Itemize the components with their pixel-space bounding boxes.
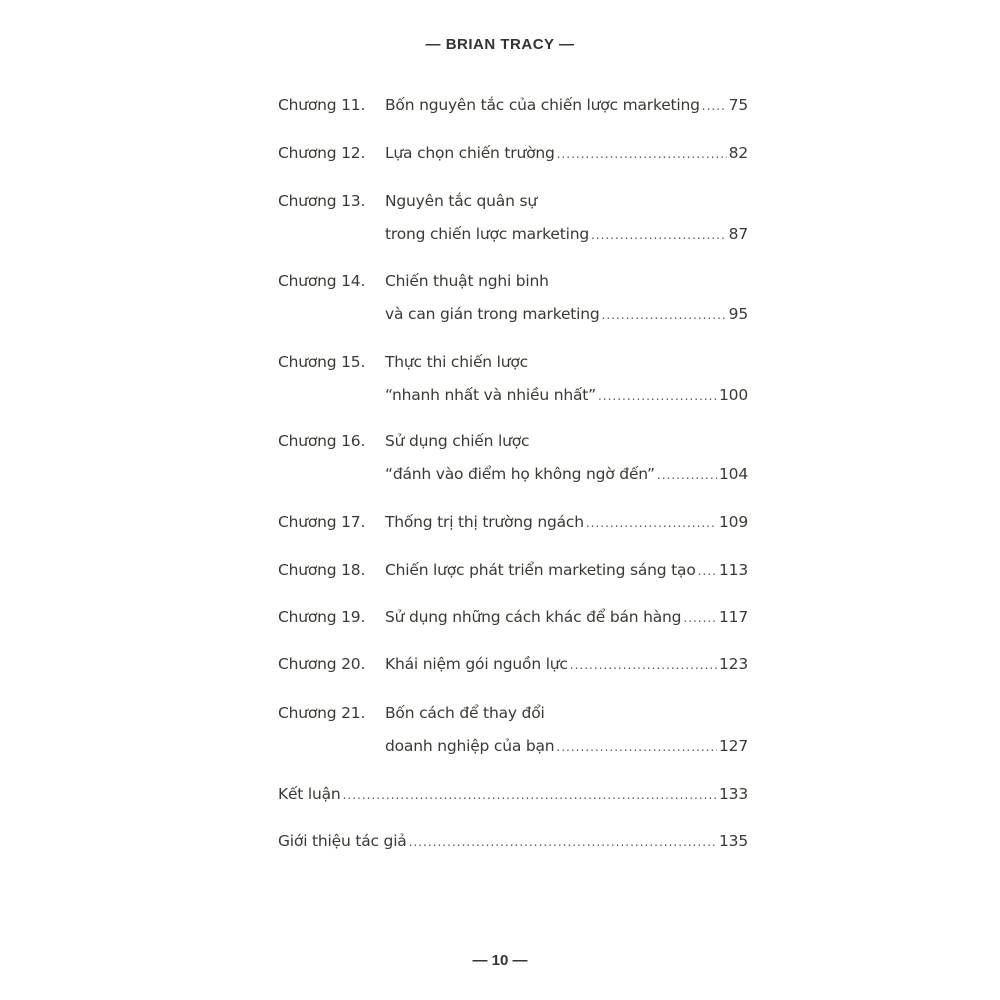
section-title: Giới thiệu tác giả <box>278 832 407 850</box>
leader-dots <box>683 611 717 625</box>
page-number: 100 <box>719 386 748 404</box>
page-number: 75 <box>728 96 748 114</box>
leader-dots <box>343 788 717 802</box>
chapter-label: Chương 11. <box>278 96 366 114</box>
leader-dots <box>570 658 717 672</box>
chapter-title-cont: “nhanh nhất và nhiều nhất” <box>385 386 596 404</box>
chapter-title: Chiến thuật nghi binh <box>385 272 549 290</box>
page-number-footer: — 10 — <box>472 952 528 969</box>
leader-dots <box>657 468 717 482</box>
chapter-title: Khái niệm gói nguồn lực <box>385 655 568 673</box>
chapter-label: Chương 14. <box>278 272 366 290</box>
chapter-label: Chương 12. <box>278 144 366 162</box>
page-number: 123 <box>719 655 748 673</box>
chapter-title: Bốn cách để thay đổi <box>385 704 545 722</box>
chapter-label: Chương 17. <box>278 513 366 531</box>
leader-dots <box>409 835 717 849</box>
leader-dots <box>702 99 727 113</box>
leader-dots <box>556 740 717 754</box>
page-number: 82 <box>728 144 748 162</box>
chapter-label: Chương 19. <box>278 608 366 626</box>
page-number: 133 <box>719 785 748 803</box>
running-head: — BRIAN TRACY — <box>425 36 575 53</box>
chapter-title-cont: “đánh vào điểm họ không ngờ đến” <box>385 465 655 483</box>
page-number: 127 <box>719 737 748 755</box>
chapter-label: Chương 16. <box>278 432 366 450</box>
leader-dots <box>602 308 727 322</box>
chapter-title-cont: doanh nghiệp của bạn <box>385 737 555 755</box>
chapter-title: Nguyên tắc quân sự <box>385 192 537 210</box>
page-number: 113 <box>719 561 748 579</box>
chapter-title: Sử dụng chiến lược <box>385 432 530 450</box>
chapter-label: Chương 15. <box>278 353 366 371</box>
chapter-label: Chương 13. <box>278 192 366 210</box>
section-title: Kết luận <box>278 785 341 803</box>
chapter-label: Chương 18. <box>278 561 366 579</box>
page-number: 117 <box>719 608 748 626</box>
chapter-title: Chiến lược phát triển marketing sáng tạo <box>385 561 696 579</box>
chapter-title: Sử dụng những cách khác để bán hàng <box>385 608 682 626</box>
chapter-label: Chương 20. <box>278 655 366 673</box>
chapter-label: Chương 21. <box>278 704 366 722</box>
chapter-title: Lựa chọn chiến trường <box>385 144 555 162</box>
chapter-title: Thống trị thị trường ngách <box>385 513 584 531</box>
chapter-title-cont: và can gián trong marketing <box>385 305 600 323</box>
leader-dots <box>586 516 717 530</box>
leader-dots <box>591 228 727 242</box>
chapter-title: Thực thi chiến lược <box>385 353 528 371</box>
leader-dots <box>698 564 717 578</box>
page-number: 109 <box>719 513 748 531</box>
leader-dots <box>557 147 727 161</box>
page-number: 95 <box>728 305 748 323</box>
leader-dots <box>598 389 717 403</box>
page-number: 104 <box>719 465 748 483</box>
page-number: 87 <box>728 225 748 243</box>
chapter-title: Bốn nguyên tắc của chiến lược marketing <box>385 96 700 114</box>
page-number: 135 <box>719 832 748 850</box>
chapter-title-cont: trong chiến lược marketing <box>385 225 589 243</box>
